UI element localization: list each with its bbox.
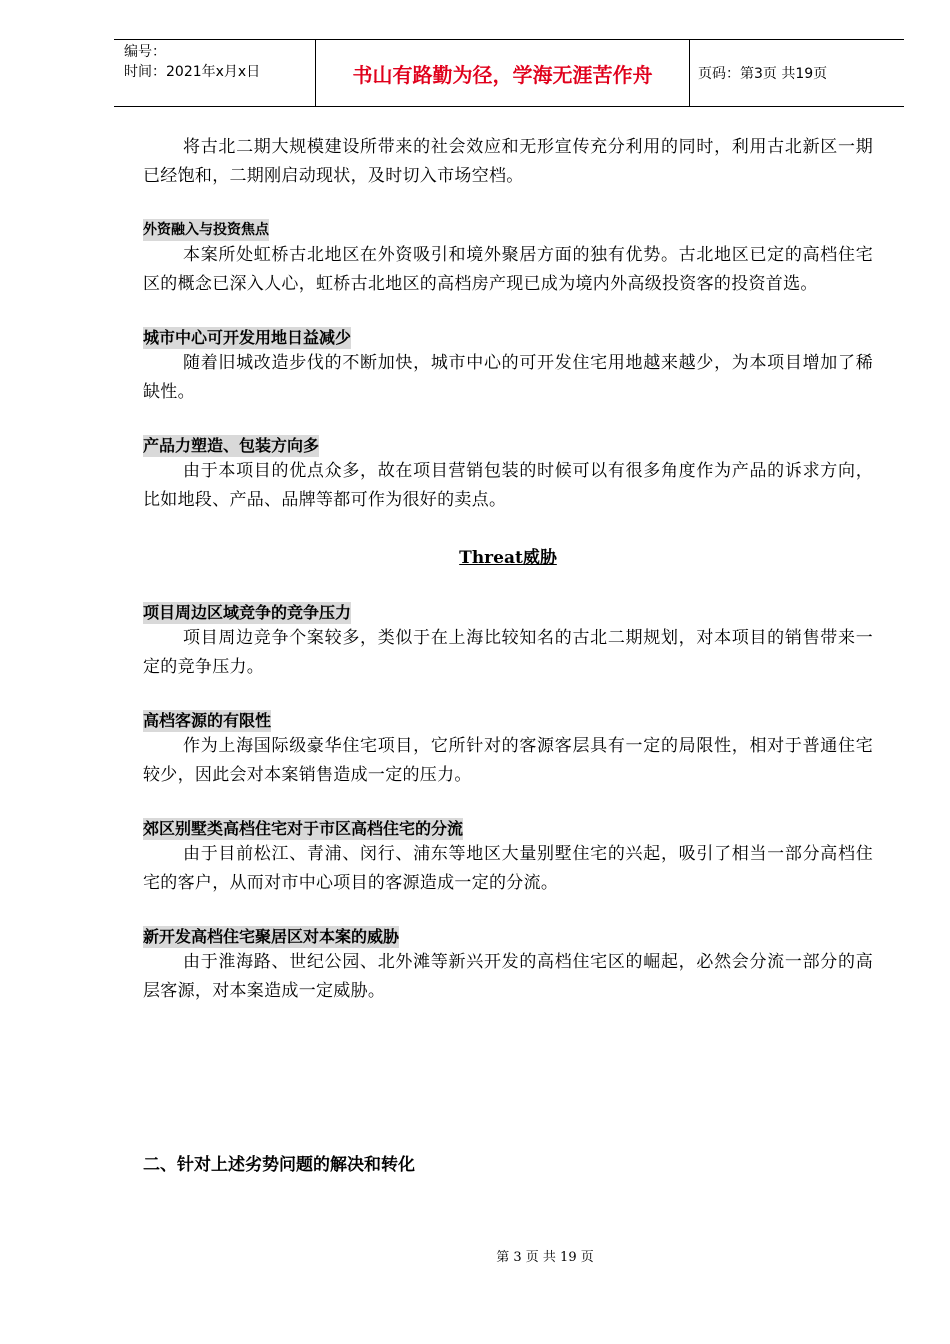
opportunity-block — [143, 219, 873, 299]
threat-heading: 高档客源的有限性 — [143, 711, 272, 730]
threat-heading: 新开发高档住宅聚居区对本案的威胁 — [143, 927, 400, 946]
opportunity-heading: 产品力塑造、包装方向多 — [143, 436, 320, 455]
threat-block — [143, 926, 873, 1006]
page-footer: 第 3 页 共 19 页 — [496, 1250, 594, 1265]
opportunity-block — [143, 327, 873, 407]
threat-section-title: Threat威胁 — [459, 548, 557, 568]
threat-block — [143, 602, 873, 682]
threat-paragraph: 由于目前松江、青浦、闵行、浦东等地区大量别墅住宅的兴起，吸引了相当一部分高档住宅的客户，从而对市中心项目的客源造成一定的分流。 — [143, 844, 873, 893]
document-time: 时间：2021年x月x日 — [124, 64, 261, 80]
header-motto: 书山有路勤为径，学海无涯苦作舟 — [316, 40, 690, 106]
opportunity-heading: 城市中心可开发用地日益减少 — [143, 328, 352, 347]
opportunity-block — [143, 435, 873, 515]
page-header — [114, 39, 904, 107]
document-body — [143, 133, 873, 1034]
threat-heading: 项目周边区域竞争的竞争压力 — [143, 603, 352, 622]
section-two-title: 二、针对上述劣势问题的解决和转化 — [143, 1155, 415, 1175]
intro-paragraph: 将古北二期大规模建设所带来的社会效应和无形宣传充分利用的同时，利用古北新区一期已经饱和，二期刚启动现状，及时切入市场空档。 — [143, 137, 873, 186]
threat-paragraph: 由于淮海路、世纪公园、北外滩等新兴开发的高档住宅区的崛起，必然会分流一部分的高层客源，对本案造成一定威胁。 — [143, 952, 873, 1001]
threat-block — [143, 818, 873, 898]
document-number-label: 编号： — [124, 44, 166, 60]
threat-paragraph: 项目周边竞争个案较多，类似于在上海比较知名的古北二期规划，对本项目的销售带来一定的竞争压力。 — [143, 628, 873, 677]
intro-block — [143, 133, 873, 191]
opportunity-paragraph: 随着旧城改造步伐的不断加快，城市中心的可开发住宅用地越来越少，为本项目增加了稀缺性。 — [143, 353, 873, 402]
header-page-info: 页码：第3页 共19页 — [698, 66, 828, 82]
threat-heading: 郊区别墅类高档住宅对于市区高档住宅的分流 — [143, 819, 464, 838]
threat-paragraph: 作为上海国际级豪华住宅项目，它所针对的客源客层具有一定的局限性，相对于普通住宅较少，因此会对本案销售造成一定的压力。 — [143, 736, 873, 785]
opportunity-heading: 外资融入与投资焦点 — [143, 219, 269, 241]
threat-block — [143, 710, 873, 790]
header-meta — [114, 40, 316, 106]
opportunity-paragraph: 由于本项目的优点众多，故在项目营销包装的时候可以有很多角度作为产品的诉求方向，比如地段、产品、品牌等都可作为很好的卖点。 — [143, 461, 873, 510]
opportunity-paragraph: 本案所处虹桥古北地区在外资吸引和境外聚居方面的独有优势。古北地区已定的高档住宅区的概念已深入人心，虹桥古北地区的高档房产现已成为境内外高级投资客的投资首选。 — [143, 245, 873, 294]
